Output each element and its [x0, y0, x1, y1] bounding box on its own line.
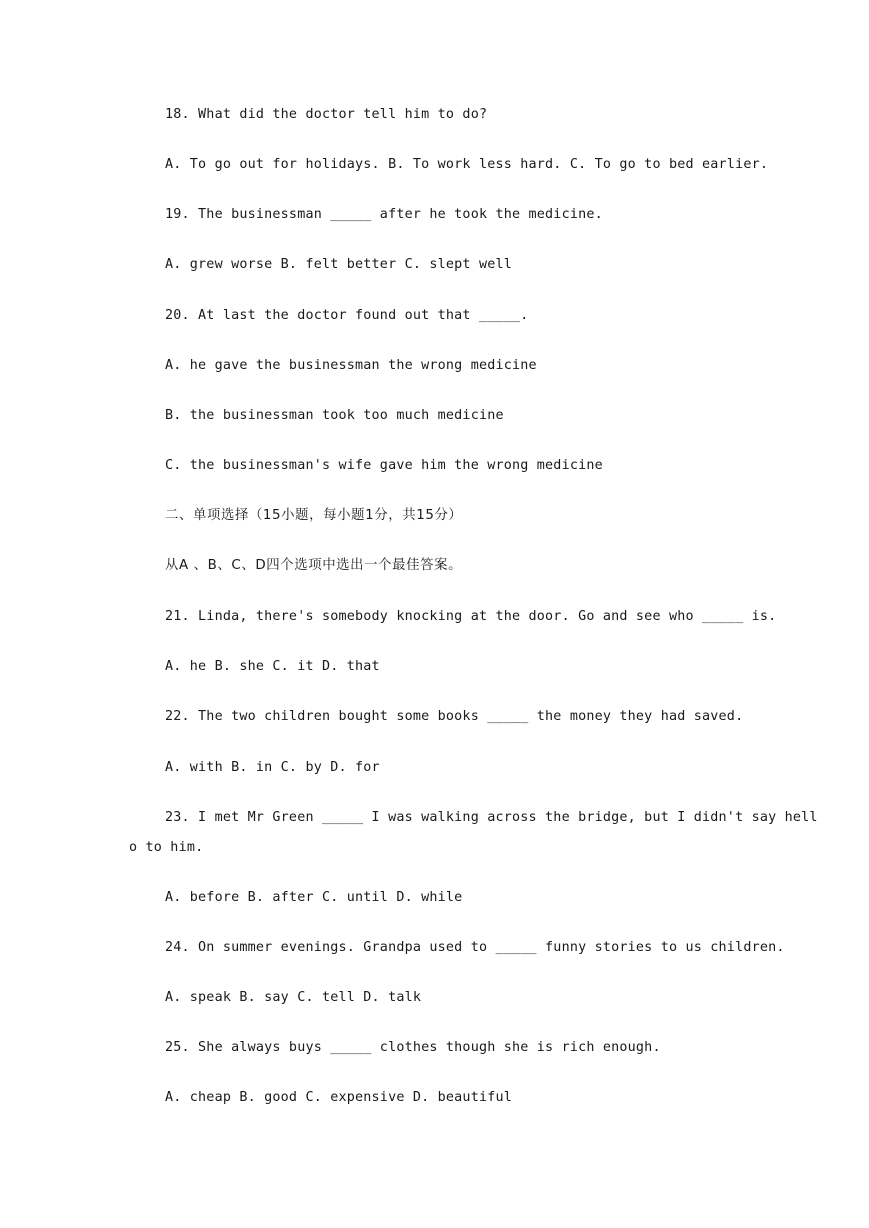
question-23: 23. I met Mr Green _____ I was walking across the bridge, but I didn't say hell	[165, 810, 818, 825]
question-24-options: A. speak B. say C. tell D. talk	[165, 990, 422, 1005]
question-25-options: A. cheap B. good C. expensive D. beautiful	[165, 1090, 512, 1105]
question-23-continuation: o to him.	[129, 840, 204, 855]
question-20: 20. At last the doctor found out that _____.	[165, 308, 529, 323]
question-21-options: A. he B. she C. it D. that	[165, 659, 380, 674]
question-22: 22. The two children bought some books _____ the money they had saved.	[165, 709, 744, 724]
question-18-options: A. To go out for holidays. B. To work less hard. C. To go to bed earlier.	[165, 157, 769, 172]
question-19-options: A. grew worse B. felt better C. slept well	[165, 257, 512, 272]
question-19: 19. The businessman _____ after he took the medicine.	[165, 207, 603, 222]
section-heading: 二、单项选择（15小题，每小题1分，共15分）	[165, 508, 463, 523]
question-25: 25. She always buys _____ clothes though she is rich enough.	[165, 1040, 661, 1055]
question-24: 24. On summer evenings. Grandpa used to _____ funny stories to us children.	[165, 940, 785, 955]
question-21: 21. Linda, there's somebody knocking at the door. Go and see who _____ is.	[165, 609, 777, 624]
question-20-option-c: C. the businessman's wife gave him the wrong medicine	[165, 458, 603, 473]
question-20-option-a: A. he gave the businessman the wrong medicine	[165, 358, 537, 373]
question-18: 18. What did the doctor tell him to do?	[165, 107, 488, 122]
question-22-options: A. with B. in C. by D. for	[165, 760, 380, 775]
section-instruction: 从A 、B、C、D四个选项中选出一个最佳答案。	[165, 558, 463, 573]
question-20-option-b: B. the businessman took too much medicine	[165, 408, 504, 423]
question-23-options: A. before B. after C. until D. while	[165, 890, 463, 905]
